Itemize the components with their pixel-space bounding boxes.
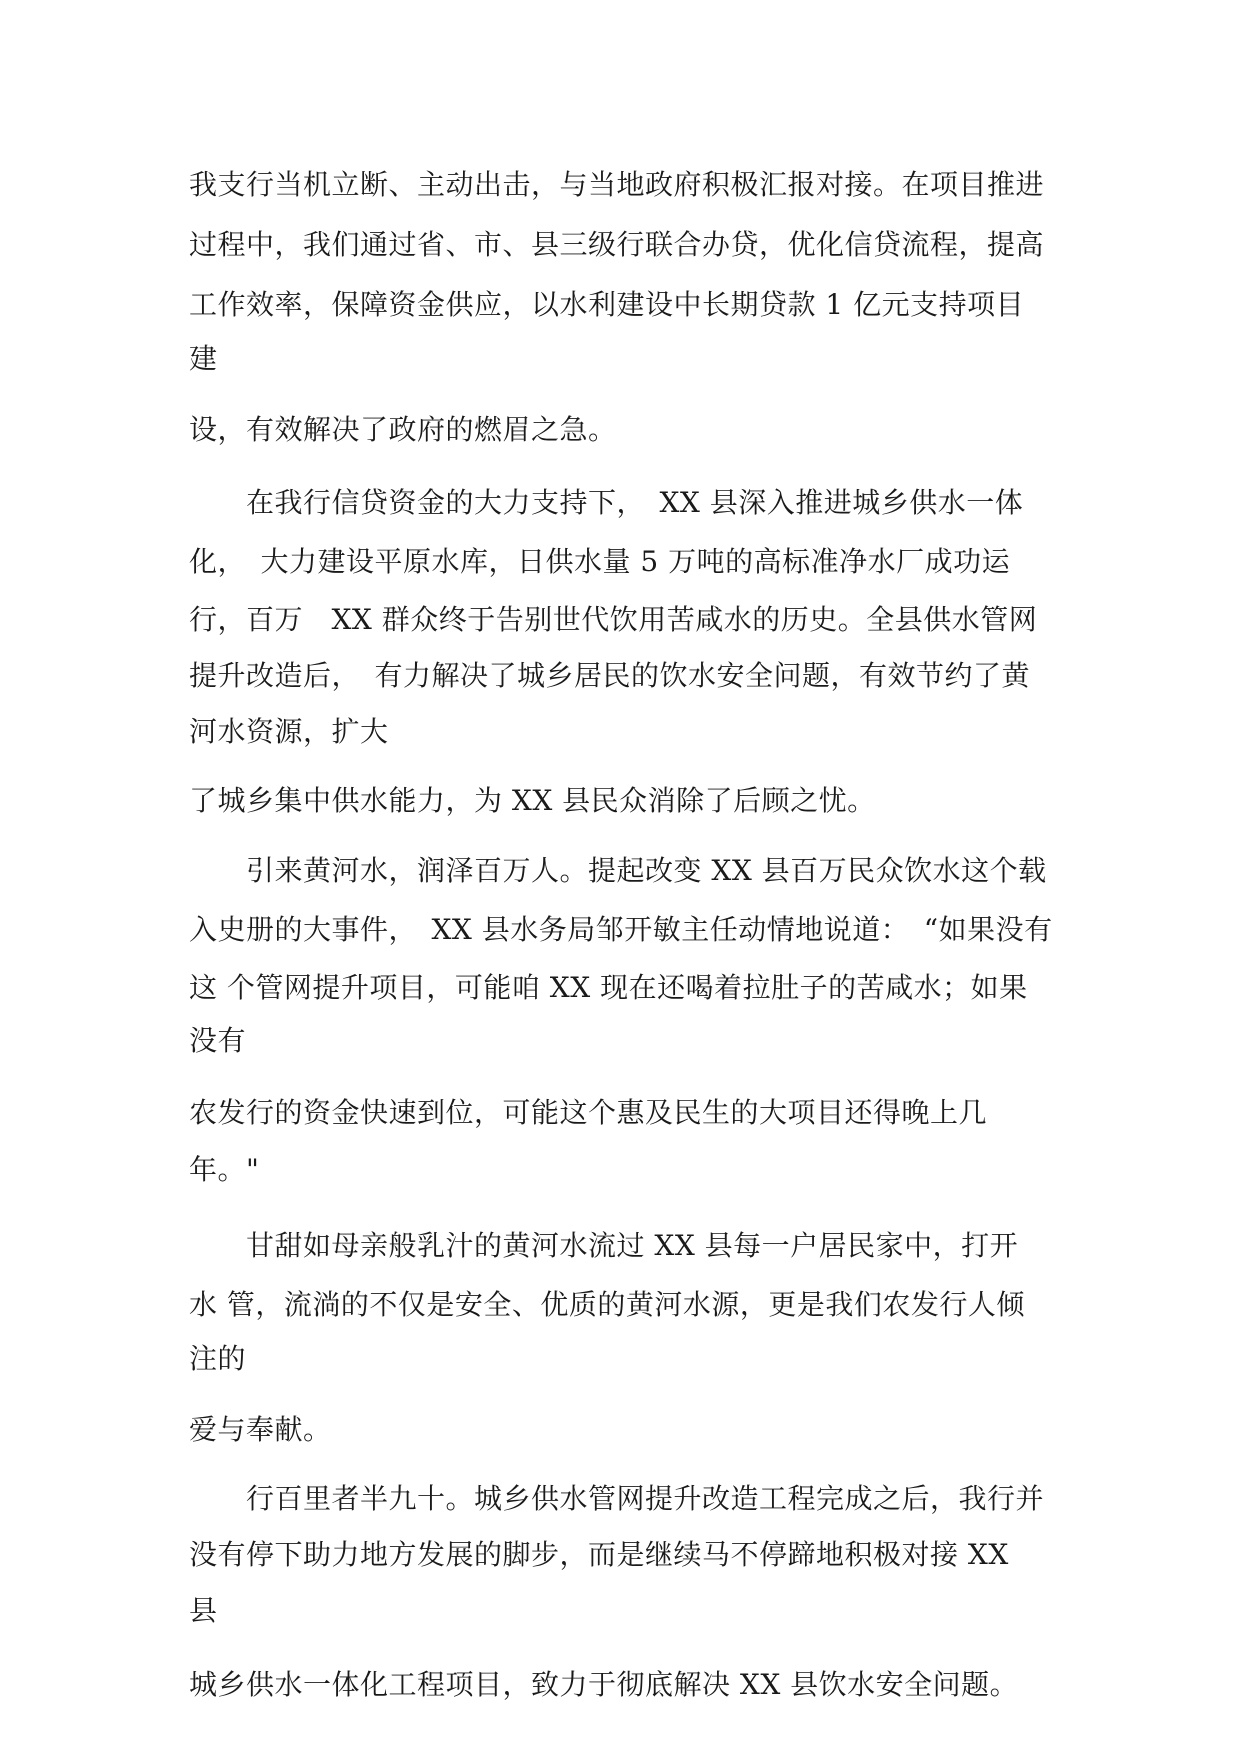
text-line: 设，有效解决了政府的燃眉之急。 [189, 413, 617, 446]
text-line: 行百里者半九十。城乡供水管网提升改造工程完成之后，我行并 [189, 1482, 1045, 1515]
text-line: 这 个管网提升项目，可能咱 XX 现在还喝着拉肚子的苦咸水；如果 [189, 971, 1028, 1004]
text-line: 了城乡集中供水能力，为 XX 县民众消除了后顾之忧。 [189, 784, 876, 817]
text-line: 爱与奉献。 [189, 1413, 332, 1446]
text-line: 年。" [189, 1153, 260, 1186]
text-line: 工作效率，保障资金供应，以水利建设中长期贷款 1 亿元支持项目 [189, 288, 1025, 321]
text-line: 过程中，我们通过省、市、县三级行联合办贷，优化信贷流程，提高 [189, 228, 1045, 261]
text-line: 没有停下助力地方发展的脚步，而是继续马不停蹄地积极对接 XX [189, 1538, 1009, 1571]
text-line: 我支行当机立断、主动出击，与当地政府积极汇报对接。在项目推进 [189, 168, 1045, 201]
text-line: 行，百万 XX 群众终于告别世代饮用苦咸水的历史。全县供水管网 [189, 603, 1038, 636]
text-line: 引来黄河水，润泽百万人。提起改变 XX 县百万民众饮水这个载 [189, 854, 1047, 887]
text-line: 农发行的资金快速到位，可能这个惠及民生的大项目还得晚上几 [189, 1096, 988, 1129]
text-line: 在我行信贷资金的大力支持下， XX 县深入推进城乡供水一体 [189, 486, 1024, 519]
text-line: 河水资源，扩大 [189, 715, 389, 748]
text-line: 甘甜如母亲般乳汁的黄河水流过 XX 县每一户居民家中，打开 [189, 1229, 1019, 1262]
text-line: 入史册的大事件， XX 县水务局邹开敏主任动情地说道： “如果没有 [189, 913, 1053, 946]
text-line: 建 [189, 342, 218, 375]
text-line: 没有 [189, 1024, 247, 1057]
text-line: 注的 [189, 1342, 247, 1375]
text-line: 县 [189, 1594, 218, 1627]
text-line: 提升改造后， 有力解决了城乡居民的饮水安全问题，有效节约了黄 [189, 659, 1031, 692]
text-line: 水 管，流淌的不仅是安全、优质的黄河水源，更是我们农发行人倾 [189, 1288, 1025, 1321]
text-line: 化， 大力建设平原水库，日供水量 5 万吨的高标准净水厂成功运 [189, 545, 1011, 578]
text-line: 城乡供水一体化工程项目，致力于彻底解决 XX 县饮水安全问题。 [189, 1668, 1019, 1701]
